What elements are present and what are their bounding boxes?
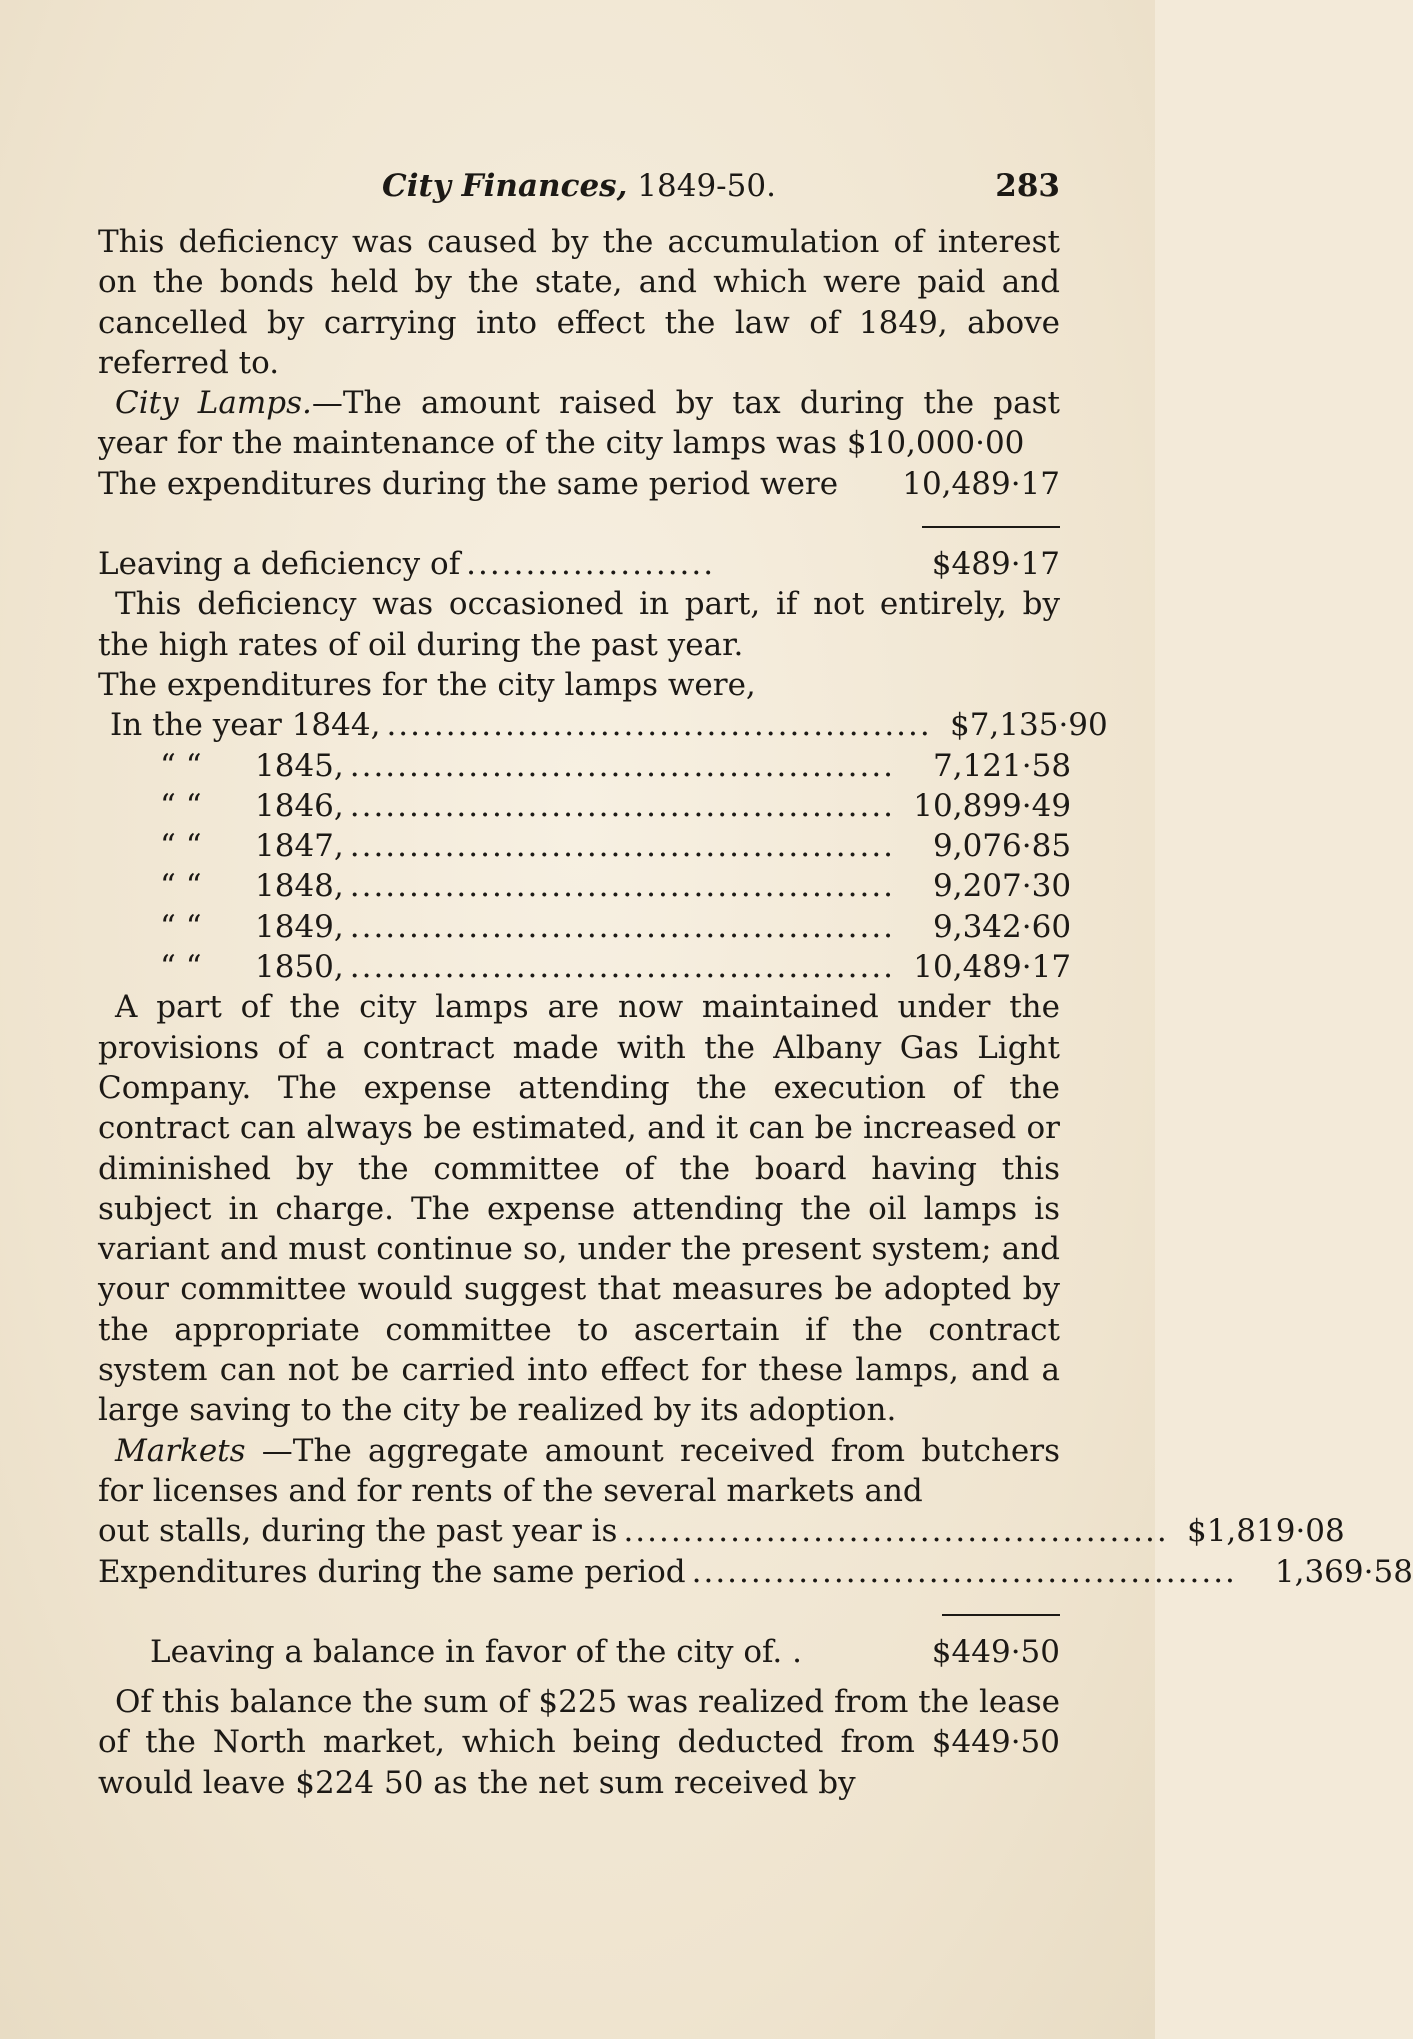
ditto-marks: “ “ — [160, 747, 202, 784]
deficiency-amount: $489·17 — [931, 546, 1060, 583]
year-label: 1850, — [255, 949, 344, 986]
page-number: 283 — [995, 168, 1060, 204]
sum-rule-markets — [98, 1592, 1060, 1632]
year-amount: 10,899·49 — [913, 787, 1072, 824]
year-amount: 10,489·17 — [913, 949, 1072, 986]
ditto-marks: “ “ — [160, 787, 202, 824]
sum-rule — [98, 504, 1060, 544]
year-leader: .............................................. — [349, 828, 896, 865]
year-leader: .............................................. — [349, 868, 896, 905]
year-leader: .............................................. — [349, 747, 896, 784]
year-label: 1845, — [255, 747, 344, 784]
year-1844-leader: .............................................. — [386, 707, 932, 744]
paragraph-city-lamps — [98, 383, 1060, 464]
markets-received-amount: $1,819·08 — [1186, 1513, 1345, 1550]
paragraph-north-market: Of this balance the sum of $225 was realized from the lease of the North market, which being deducted from $449·50 would leave $224 50 as the net sum received by — [98, 1684, 1060, 1801]
year-row — [98, 907, 1072, 947]
markets-balance-label: Leaving a balance in favor of the city of. . — [150, 1633, 802, 1670]
paragraph-oil-cause: This deficiency was occasioned in part, if not entirely, by the high rates of oil during the past year. — [98, 586, 1060, 663]
markets-received-label: out stalls, during the past year is — [98, 1513, 618, 1550]
city-lamps-raised-amount: $10,000·00 — [846, 425, 1025, 462]
markets-expenditure-leader: .............................................. — [691, 1553, 1237, 1590]
year-label: 1847, — [255, 828, 344, 865]
markets-expenditure-amount: 1,369·58 — [1274, 1553, 1413, 1590]
year-row — [98, 746, 1072, 786]
year-label: 1846, — [255, 787, 344, 824]
year-amount: 7,121·58 — [933, 747, 1072, 784]
year-row — [98, 786, 1072, 826]
year-amount: 9,342·60 — [933, 908, 1072, 945]
year-row — [98, 947, 1072, 987]
running-title — [98, 168, 1060, 204]
paragraph-interest-deficiency: This deficiency was caused by the accumulation of interest on the bonds held by the state, and which were paid and cancelled by carrying into effect the law of 1849, above referred to. — [98, 224, 1060, 381]
ditto-marks: “ “ — [160, 949, 202, 986]
year-1844-label: In the year 1844, — [110, 707, 381, 744]
deficiency-leader: ..................... — [466, 546, 716, 583]
expenditures-list-intro: The expenditures for the city lamps were, — [98, 666, 756, 703]
year-amount: 9,207·30 — [933, 868, 1072, 905]
markets-received-leader: .............................................. — [623, 1513, 1169, 1550]
year-row — [98, 826, 1072, 866]
year-label: 1848, — [255, 868, 344, 905]
markets-received-row — [98, 1511, 1345, 1551]
deficiency-label: Leaving a deficiency of — [98, 546, 461, 583]
markets-heading: Markets — [115, 1432, 246, 1469]
paragraph-gas-contract: A part of the city lamps are now maintained under the provisions of a contract made with the Albany Gas Light Company. The expense attending the execution of the contract can always be estimated, and it can be increased or diminished by the committee of the board having this subject in charge. The expense attending the oil lamps is variant and must continue so, under the present system; and your committee would suggest that measures be adopted by the appropriate committee to ascertain if the contract system can not be carried into effect for these lamps, and a large saving to the city be realized by its adoption. — [98, 989, 1060, 1429]
markets-expenditure-label: Expenditures during the same period — [98, 1553, 686, 1590]
city-lamps-expenditure-amount: 10,489·17 — [902, 465, 1060, 502]
ditto-marks: “ “ — [160, 828, 202, 865]
city-lamps-expenditure-label: The expenditures during the same period were — [98, 465, 839, 502]
paragraph-markets — [98, 1431, 1060, 1512]
city-lamps-heading: City Lamps. — [115, 385, 312, 422]
city-lamps-expenditure-row — [98, 464, 1060, 504]
year-leader: .............................................. — [349, 908, 896, 945]
year-row — [98, 866, 1072, 906]
markets-balance-row — [98, 1632, 1060, 1672]
year-1844-amount: $7,135·90 — [949, 707, 1108, 744]
body-text — [98, 222, 1413, 1803]
markets-expenditure-row — [98, 1552, 1413, 1592]
running-title-years: 1849-50. — [627, 168, 776, 204]
year-leader: .............................................. — [349, 949, 896, 986]
year-leader: .............................................. — [349, 787, 896, 824]
year-label: 1849, — [255, 908, 344, 945]
year-row-1844 — [98, 705, 1108, 745]
running-title-italic: City Finances, — [382, 168, 628, 204]
city-lamps-raised-text: —The amount raised by tax during the past year for the maintenance of the city lamps was — [98, 385, 1061, 462]
ditto-marks: “ “ — [160, 908, 202, 945]
markets-received-text: —The aggregate amount received from butchers for licenses and for rents of the several markets and — [98, 1432, 1060, 1509]
ditto-marks: “ “ — [160, 868, 202, 905]
markets-balance-amount: $449·50 — [931, 1633, 1060, 1670]
deficiency-row — [98, 544, 1060, 584]
running-header — [98, 168, 1060, 210]
year-amount: 9,076·85 — [933, 828, 1072, 865]
year-rows — [98, 746, 1072, 988]
